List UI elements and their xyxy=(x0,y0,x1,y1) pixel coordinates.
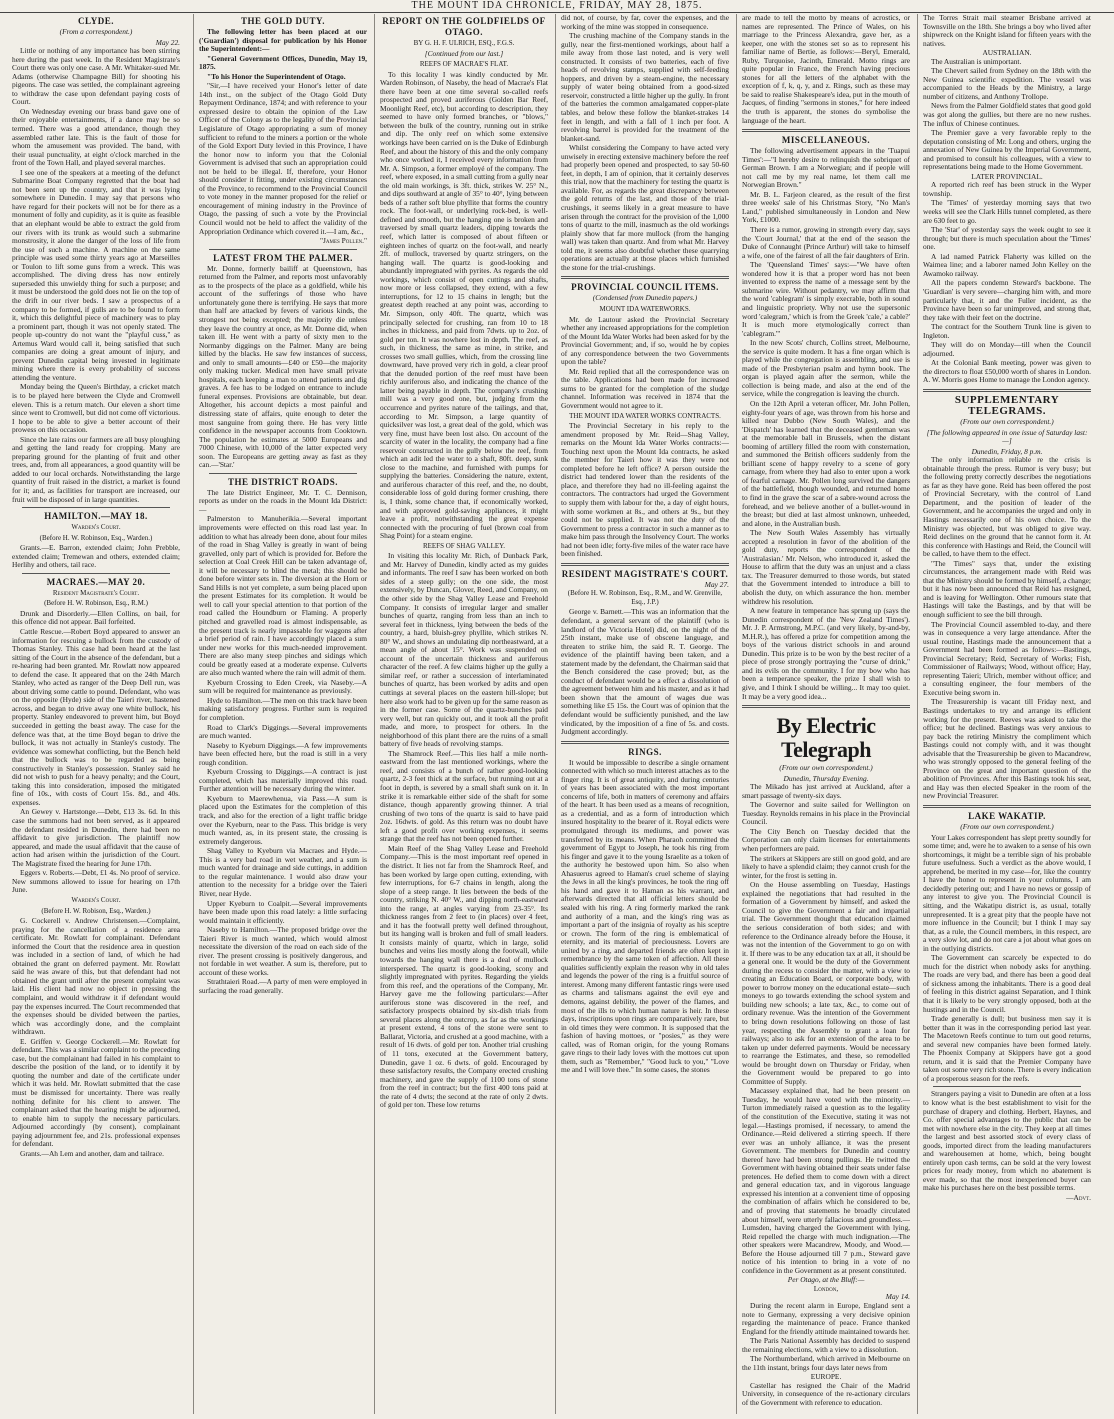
telegraph-paragraph: The Chevert sailed from Sydney on the 18th with the New Guinea scientific expedition. The vessel was accompanied to the Heads by the Ministry, a large number of citizens, and Anthony Trollope. xyxy=(923,66,1091,101)
palmer-heading: LATEST FROM THE PALMER. xyxy=(213,252,353,263)
clyde-heading: CLYDE. xyxy=(78,16,114,26)
palmer-paragraph: Mr. Donne, formerly bailiff at Queenstown, has returned from the Palmer, and reports most unfavorably as to the prospects of the place as a goldfield, while his account of the sufferings of those who have unfortunately gone there is terrifying. He says that more than half are attacked by fevers of various kinds, the strongest not being excepted; the majority die unless they leave the country at once, as Mr. Donne did, when taken ill. He went with a party of sixty men to the Normanby diggings on the Palmer. Many are being killed by the blacks. He saw few instances of success, and only to small amounts—£40 or £50—the majority only making tucker. Medical men have small private hospitals, each keeping a man to attend patients and dig graves. A fee has to be lodged on entrance to include funeral expenses. Provisions are obtainable, but dear. Altogether, his account depicts a most painful and distressing state of affairs, quite enough to deter the most sanguine from going there. He has very little confidence in the newspaper accounts from Cooktown. The population he estimates at 5000 Europeans and 7000 Chinese, with 10,000 of the latter expected very soon. The Europeans are getting away as fast as they can.—'Star.' xyxy=(199,263,367,470)
district-roads-paragraph: Palmerston to Manuherikia.—Several important improvements were effected on this road last year. In addition to what has already been done, about four miles of the road in Shag Valley is greatly in want of being gravelled, only part of which is provided for. Before the selection at Coal Creek Hill can be taken advantage of, it will be necessary to blind the metal; this should be done before winter sets in. The diversion at the Horn or Sand Hills is not yet complete, a sum being placed upon the present Estimates for its completion. It would be well to call your special attention to that portion of the road called the Houndburn or Flaming. A properly pitched and gravelled road is almost indispensable, as the present track is nearly impassable for waggons after a brief period of rain. I have accordingly placed a sum under new works for this much-needed improvement. There are also many steep pinches and sidings which could be greatly eased at a moderate expense. Culverts are also much wanted where the rain will admit of them. xyxy=(199,514,367,678)
telegraph-london: London, xyxy=(813,1283,839,1293)
telegraph-paragraph: During the recent alarm in Europe, England sent a note to Germany, expressing a very decisive opinion regarding the maintenance of peace. France thanked England for the friendly attitude maintained towards her. xyxy=(742,1301,910,1336)
district-roads-paragraph: Shag Valley to Kyeburn via Macraes and Hyde.—This is a very bad road in wet weather, and a sum is much wanted for drainage and side cuttings, in addition to the regular maintenance. I would also draw your attention to the necessity for a bridge over the Taieri River, near Hyde. xyxy=(199,846,367,898)
clyde-paragraph: Monday being the Queen's Birthday, a cricket match is to be played here between the Clyde and Cromwell eleven. This is a return match. Our eleven a short time since went to Cromwell, but did not come off victorious. I hope to be able to give a better account of their prowess on this occasion. xyxy=(12,382,180,435)
divider xyxy=(561,563,729,566)
provincial-council-source: (Condensed from Dunedin papers.) xyxy=(592,293,698,303)
court-before: (Before H. W. Robinson, Esq., R.M.) xyxy=(44,599,148,608)
telegraph-paragraph: The Australian is unimportant. xyxy=(931,56,1022,66)
report-paragraph: Whilst considering the Company to have acted very unwisely in erecting extensive machinery before the reef had properly been opened and prospected, to say 50-60 feet, in depth, I am of opinion, that it certainly deserves this trial, now that the machinery for testing the quartz is available. For, as regards the great discrepancy between the gold returns of the last, and those of the trial-crushings, it seems likely in a great measure to have arisen through the contract for the provision of the 1,000 tons of quartz to the mill, inasmuch as the old workings plainly show that far more mullock (from the hanging wall) was taken than quartz. And from what Mr. Harvey told me, it seems also doubtful whether these quarrying operations are actually at those places which furnished the stone for the trial-crushings. xyxy=(561,143,729,272)
district-roads-paragraph: Kyeburn to Maerewhenua, via Pass.—A sum is placed upon the Estimates for the completion of this track, and also for the erection of a light traffic bridge over the Kyeburn, near to the Pass. This bridge is very much wanted, as, in its present state, the crossing is extremely dangerous. xyxy=(199,793,367,846)
report-continued: [Continued from our last.] xyxy=(424,48,504,58)
misc-paragraph: There is a rumor, growing in strength every day, says the 'Court Journal,' that at the end of the season the Duke of Connaught (Prince Arthur) will take to himself a wife, one of the fairest of all the fair daughters of Erin. xyxy=(742,225,910,260)
hamilton-paragraph: Grants.—E. Barron, extended claim; John Prebble, extended claim; Tremewan and others, extended claim; Herlihy and others, tail race. xyxy=(12,543,180,570)
district-roads-paragraph: Kyeburn Crossing to Eden Creek, via Naseby.—A sum will be required for maintenance as previously. xyxy=(199,677,367,696)
lake-wakatip-heading: LAKE WAKATIP. xyxy=(968,811,1046,822)
district-roads-paragraph: Strathtaieri Road.—A party of men were employed in surfacing the road generally. xyxy=(199,977,367,995)
supplementary-paragraph: The Treasurership is vacant till Friday next, and Bastings undertakes to try and arrange its efficient working for the present. Reeves was asked to take the office; but he declined. Bastings was very anxious to pay back the retiring Ministry the compliment which Bastings could not comply with, and it was thought advisable that the Treasurership be given to Macandrew, who was strongly opposed to the general feeling of the Province on the great and important question of the abolition of Provinces. After this Bastings took his seat, and Hay was then elected Speaker in the room of the new Provincial Treasurer. xyxy=(923,697,1091,801)
gold-duty-heading: THE GOLD DUTY. xyxy=(241,16,325,26)
lake-paragraph: Your Lakes correspondent has slept pretty soundly for some time; and, were he to awaken to a sense of his own shortcomings, it might be a terrible sign of his probable future usefulness. Such a verdict as the above would, I apprehend, be merited in my case—for, like the country I have the honor to represent in your columns, I am decidedly petering out; and I have no news or gossip of any interest to give you. The Provincial Council is sitting, and the Wakatipu district is, as usual, totally unrepresented. It is a great pity that the people have not more influence in the Council; but I think I may say that, as a rule, the Council members, in this respect, are a very slow lot, and do not care a jot about what goes on in the outlying districts. xyxy=(923,832,1091,953)
telegraph-paragraph: The Paris National Assembly has decided to suspend the remaining elections, with a view to a dissolution. xyxy=(742,1336,910,1354)
advertisement-mark: —Advt. xyxy=(1066,1193,1091,1202)
clyde-date: May 22. xyxy=(155,37,180,47)
telegraph-via: Per Otago, at the Bluff:— xyxy=(787,1275,865,1285)
misc-paragraph: On the 12th April a veteran officer, Mr. John Pollen, eighty-four years of age, was thrown from his horse and killed near Dubbo (New South Wales), and the 'Dispatch' has learned that the deceased gentleman was at the memorable ball in Brussels, when the distant booming of artillery filled the room with consternation, and summoned the British officers suddenly from the brilliant scene of happy revelry to a scene of gory carnage, from where they had also to enter upon a work of fearful carnage. Mr. Pollen long survived the dangers of the battlefield, though wounded, and returned home to find in the grave the scar of a sabre-wound across the forehead, and we believe another of a bullet-wound in the breast; but died at last almost unknown, unheeded, and alone, in the Australian bush. xyxy=(742,398,910,528)
column-1 xyxy=(12,14,180,1414)
report-subheading: REEFS OF MACRAE'S FLAT. xyxy=(419,60,509,69)
telegraph-paragraph: The Torres Strait mail steamer Brisbane arrived at Townsville on the 18th. She brings a boy who lived after shipwreck on the Knight island for fifteen years with the natives. xyxy=(923,14,1091,48)
advertisement-paragraph: Strangers paying a visit to Dunedin are often at a loss to know what is the best establishment to visit for the purchase of drapery and clothing. Herbert, Haynes, and Co. offer special advantages to the public that can be met with nowhere else in the city. They keep at all times the largest and best assorted stock of every class of goods, imported direct from the leading manufacturers and warehousemen at home, which, being bought entirely upon cash terms, can be sold at the very lowest prices for ready money, from which no abatement is ever made, so that the most inexperienced buyer can make his purchases here on the best possible terms. xyxy=(923,1089,1091,1193)
telegraph-paragraph: On the House assembling on Tuesday, Hastings explained the negotiations that had resulted in the formation of a Government by himself, and asked the Council to give the Government a fair and impartial trial. The Government thought that education claimed the serious consideration of both sides; and with reference to the Ordinance already before the House, it was not the intention of the Government to go on with it. If there was to be any education tax at all, it should be a general one. It would be the duty of the Government during the recess to consider the matter, with a view to creating an Education Board, or corporate body, with power to borrow money on the educational estate—such moneys to go towards extending the school system and building new schools; a late tax, &c., to come out of ordinary revenue. Was the intention of the Government to bring down resolutions following on those of last year, respecting the Assembly to grant a loan for railways; also to ask for an extension of the area to be taken up under deferred payments. Would be necessary to rearrange the Estimates, and these, so remodelled would be brought down on Thursday or Friday, when the Government would be prepared to go into Committee of Supply. xyxy=(742,880,910,1086)
gold-duty-paragraph: "General Government Offices, Dunedin, May 19, 1875. xyxy=(199,53,367,72)
macraes-paragraph: An Gewey v. Hartstonge.—Debt, £13 3s. 6d. In this case the summons had not been served, as it appeared the defendant resided in Dunedin, there had been no affidavit to give jurisdiction. The plaintiff now appeared, and made the usual affidavit that the cause of action had arisen within the jurisdiction of the Court. The Magistrate fixed the hearing for June 17th. xyxy=(12,807,180,868)
misc-paragraph: The New South Wales Assembly has virtually accepted a resolution in favor of the abolition of the gold duty, reports the correspondent of the 'Australasian.' Mr. Nelson, who introduced it, asked the House to affirm that the duty was an unjust and a class tax. The Treasurer demurred to those words, but stated that the Government intended to introduce a bill to abolish the duty, on which assurance the hon. member withdrew his resolution. xyxy=(742,528,910,606)
clyde-paragraph: I see one of the speakers at a meeting of the defunct Submarine Boat Company regretted that the boat had not been sent up the country, and that it was lying somewhere in Dunedin. I may say that persons who have regard for their pockets will not be for there as a monument of folly and cupidity, as it is quite as feasible that an elephant would be able to extract the gold from our rivers with its trunk as would such a submarine monstrosity, it alone the danger of the loss of life from the use of such a machine. A machine on the same principle was used some thirty years ago at Marseilles or Toulon to lift some guns from a wreck. This was accomplished. The diving dress has now entirely superseded this unwieldy thing for such a purpose; and it must be understood the gold does not lie on the top of the drift in our river beds. I saw a prospectus of a company to be formed, if gulls are to be found to form it, which this delightful piece of machinery was to play a prominent part, though it was not openly stated. The people up-country do not want the "playful cuss," as Artemus Ward would call it, being satisfied that such companies are doing a great amount of injury, and prevent Dunedin capital being invested in legitimate mining where there is every probability of success attending the venture. xyxy=(12,167,180,382)
telegraph-paragraph: The 'Star' of yesterday says the week ought to see it through; but there is much speculation about the 'Times' one. xyxy=(923,225,1091,252)
divider xyxy=(22,573,170,574)
telegraph-paragraph: At the Colonial Bank meeting, power was given to the directors to float £50,000 worth of shares in London. A. W. Morris goes Home to manage the London agency. xyxy=(923,358,1091,385)
provincial-subheading: THE MOUNT IDA WATER WORKS CONTRACTS. xyxy=(569,411,721,420)
rings-paragraph: It would be impossible to describe a single ornament connected with which so much interest attaches as to the finger ring. It is of great antiquity, and during centuries of years has been associated with the most important concerns of life, both in matters of ceremony and affairs of the heart. It has been used as a means of recognition, as a credential, and as a form of introduction which insured hospitality to the bearer of it. Royal edicts were promulgated through its mediums, and power was transferred by its means. When Pharaoh committed the government of Egypt to Joseph, he took his ring from his finger and gave it to the young Israelite as a token of the authority he bestowed upon him. So also when Ahasuerus agreed to Haman's cruel scheme of slaying the Jews in all the king's provinces, he took the ring off his hand and gave it to Haman as his warrant, and afterwards directed that all official letters should be sealed with his ring. A ring formerly marked the rank and authority of a man, and the king's ring was as important a part of the insignia of royalty as his sceptre or crown. The form of the ring is emblematical of eternity, and its material of preciousness. Lovers are united by a ring, and departed friends are often kept in remembrance by the same token of affection. All these qualities sufficiently explain the reason why in old tales and legends the power of the ring is a fruitful source of interest. Among many different fantastic rings were used as charms and talismans against the evil eye and demons, against debility, the power of the flames, and most of the ills to which human nature is heir. In these days, inscriptions upon rings are comparatively rare, but in old times they were common. It is supposed that the fashion of having mottoes, or "posies," as they were called, was of Roman origin, for the young Romans gave rings to their lady loves with the mottoes cut upon them, such as "Remember," "Good luck to you," "Love me and I will love thee." In some cases, the stones xyxy=(561,757,729,1075)
telegraph-paragraph: The Northumberland, which arrived in Melbourne on the 11th instant, brings four days later news from xyxy=(742,1354,910,1372)
rm-court-date: May 27. xyxy=(704,579,729,589)
hamilton-heading: HAMILTON.—MAY 18. xyxy=(44,511,148,522)
miscellaneous-heading: MISCELLANEOUS. xyxy=(781,135,871,146)
district-roads-heading: THE DISTRICT ROADS. xyxy=(227,476,339,487)
gold-duty-signature: "James Pollen." xyxy=(320,236,367,246)
supplementary-paragraph: The Provincial Council assembled to-day, and there was in consequence a very large attendance. After the usual routine, Hastings made the announcement that a Government had been formed as follows:—Bastings, Provincial Secretary; Reid, Secretary of Works; Fish, Commissioner of Railways; Wood, without office; Hay, representing Taieri; Ulrich, member without office; and a consulting engineer, the four members of the Executive being sworn in. xyxy=(923,619,1091,697)
macraes-paragraph: Eggers v. Roberts.—Debt, £1 4s. No proof of service. New summons allowed to issue for hearing on 17th June. xyxy=(12,868,180,895)
gold-duty-paragraph: The following letter has been placed at our ('Guardian') disposal for publication by his Honor the Superintendent:— xyxy=(199,27,367,54)
gold-duty-paragraph: "Sir,—I have received your Honor's letter of date 14th inst., on the subject of the Otago Gold Duty Repayment Ordinance, 1874; and with reference to your expressed desire to obtain the opinion of the Law Officer of the Colony as to the legality of the Provincial Legislature of Otago appropriating a sum of money sufficient to refund to the miners a portion or the whole of the Gold Export Duty levied in this Province, I have the honor now to inform you that the Colonial Government is advised that such an appropriation could not be held to be illegal. If, therefore, your Honor should consider it fitting, under existing circumstances of the Province, to recommend to the Provincial Council to vote money in the manner proposed for the relief or encouragement of mining industry in the Province of Otago, the passing of such a vote by the Provincial Council would not be held to affect the validity of the Appropriation Ordinance which covered it.—I am, &c., xyxy=(199,81,367,236)
rings-heading: RINGS. xyxy=(628,746,662,757)
macraes-paragraph: Drunk and Disorderly.—Ellen Collins, on bail, for this offence did not appear. Bail forfeited. xyxy=(12,608,180,627)
later-provincial-subheading: LATER PROVINCIAL. xyxy=(971,171,1043,181)
lake-wakatip-source: (From our own correspondent.) xyxy=(960,822,1054,832)
divider xyxy=(923,389,1091,392)
macraes-paragraph: Cattle Rescue.—Robert Boyd appeared to answer an information for rescuing a bullock from the custody of Thomas Stanley. This case had been heard at the last sitting of the Court in the absence of the defendant, but a re-hearing had been granted. Mr. Rowlatt now appeared to defend the case. It appeared that on the 24th March Stanley, who acted as ranger of the Deep Dell run, was about driving some cattle to pound. Defendant, who was on the opposite (Hyde) side of the Taieri river, hastened across, and began to drive away one white bullock, his property. Stanley endeavored to prevent him, but Boyd succeeded in getting the beast away. The case for the defence was that, at the time Boyd began to drive the bullock, it was not actually in Stanley's custody. The evidence was somewhat conflicting, but the Bench held that the bullock was to be regarded as being constructively in Stanley's possession. Stanley said he did not wish to push for a heavy penalty; and the Court, taking this into consideration, imposed the mitigated fine of 10s., with costs of Court 15s. 8d., and 40s. expenses. xyxy=(12,627,180,807)
rm-court-before: (Before H. W. Robinson, Esq., R.M., and W. Grenville, Esq., J.P.) xyxy=(567,589,723,606)
column-4 xyxy=(555,14,729,1414)
report-subheading: REEFS OF SHAG VALLEY. xyxy=(422,541,506,550)
rm-court-paragraph: George v. Barnett.—This was an information that the defendant, a general servant of the plaintiff (who is landlord of the Victoria Hotel) did, on the night of the 25th instant, make use of obscene language, and threaten to strike him, the said R. T. George. The evidence of the plaintiff having been taken, and a statement made by the defendant, the Chairman said that the Bench considered the case proved; but, as the conduct of defendant would be a effect a dissolution of the agreement between him and his master, and as it had been shown that the amount of wages due was something like £5 15s. the Court was of opinion that the defendant would be sufficiently punished, and the law vindicated, by the imposition of a fine of 5s. and costs. Judgment accordingly. xyxy=(561,607,729,737)
provincial-paragraph: Mr. de Lautour asked the Provincial Secretary whether any increased appropriations for the completion of the Mount Ida Water Works had been asked for by the Provincial Government; and, if so, would he by copies of any correspondence between the two Governments upon the table? xyxy=(561,314,729,367)
telegraph-paragraph: They will do on Monday—till when the Council adjourned. xyxy=(923,340,1091,358)
report-paragraph: The Shamrock Reef.—This lies half a mile north-eastward from the last mentioned workings, where the reef, and consists of a bunch of rather good-looking quartz, 2-3 feet thick at the surface, but running out at a foot in depth, is severed by a small shaft sunk on it. In strike it is remarkable either side of the shaft for some distance, though apparently growing thinner. A trial crushing of two tons of the quartz is said to have paid 2oz. 16dwts. of gold. As this return was no doubt have left a good profit over working expenses, it seems strange that the reef has not been opened further. xyxy=(380,748,548,844)
telegraph-paragraph: All the papers condemn Steward's backbone. The 'Guardian' is very severe—charging him with, and more particularly that, it and the Fuller incident, as the Province have been so far unimproved, and strong that, they take with their feet on the doctrine. xyxy=(923,278,1091,322)
telegraph-paragraph: The Governor and suite sailed for Wellington on Tuesday. Reynolds remains in his place in the Provincial Council. xyxy=(742,800,910,827)
telegraph-heading: By Electric Telegraph xyxy=(776,713,876,763)
district-roads-paragraph: Hyde to Hamilton.—The men on this track have been making satisfactory progress. Further sum is required for completion. xyxy=(199,695,367,723)
misc-paragraph: The 'Queensland Times' says:—"We have often wondered how it is that a proper word has not been invented to express the name of a message sent by the submarine wire. Without pedantry, we may affirm that the word 'cablegram' is simply execrable, both in sound and linguistic propriety. Why not use the supersonic word 'calegram,' which is from the Greek 'cale,' a cable?' It is much more etymologically correct than 'cablegram.'" xyxy=(742,260,910,338)
telegraph-source: (From our own correspondent.) xyxy=(779,763,873,773)
telegraph-paragraph: News from the Palmer Goldfield states that good gold was got along the gullies, but there are no new rushes. The influx of Chinese continues. xyxy=(923,101,1091,128)
supplementary-paragraph: "The Times" says that, under the existing circumstances, the arrangement made with Reid was that the Ministry should be formed by himself, a change; but it has now been announced that Reid has resigned, and is leaving for Wellington. Other rumours state that Hastings will take the Bastings, and by that will be enough sufficient to see the bill through. xyxy=(923,558,1091,619)
telegraph-date: May 14. xyxy=(885,1292,910,1302)
macraes-paragraph: Grants.—Ah Lem and another, dam and tailrace. xyxy=(20,1148,164,1158)
court-before: (Before H. W. Robison, Esq., Warden.) xyxy=(41,906,151,915)
telegraph-europe: EUROPE. xyxy=(810,1372,842,1382)
telegraph-paragraph: The contract for the Southern Trunk line is given to Ingleton. xyxy=(923,322,1091,340)
supplementary-heading: SUPPLEMENTARY TELEGRAMS. xyxy=(954,393,1060,417)
misc-paragraph: The following advertisement appears in the 'Tuapui Times':—"I hereby desire to relinquish the sobriquet of German Brown. I am a Norwegian; and if people will not call me by my real name, let them call me Norwegian Brown." xyxy=(742,146,910,190)
supplementary-paragraph: The only information reliable re the crisis is obtainable through the press. Rumor is very busy; but the following pretty correctly describes the negotiations as far as they have gone. Reid has been offered the post of Provincial Secretary, with the control of Land Department, and the position of leader of the Government, and he accompanies the urged and only in Hastings necessarily one of his own choice. To the Ministry was objected, but was obliged to give way. Reid declines on the ground that he cannot form it. At this conference with Hastings and Reid, the Council will be called, to have them to the effect. xyxy=(923,455,1091,559)
divider xyxy=(209,249,357,250)
telegraph-paragraph: A lad named Patrick Flaherty was killed on the Waimea line; and a laborer named John Kelley on the Awamoko railway. xyxy=(923,251,1091,278)
divider xyxy=(742,129,910,132)
australian-subheading: AUSTRALIAN. xyxy=(982,48,1032,58)
column-6 xyxy=(917,14,1091,1414)
divider xyxy=(923,805,1091,808)
court-heading: Resident Magistrate's Court. xyxy=(52,588,140,597)
provincial-council-heading: PROVINCIAL COUNCIL ITEMS. xyxy=(571,282,719,293)
divider xyxy=(22,507,170,508)
provincial-paragraph: The Provincial Secretary in his reply to the amendment proposed by Mr. Reid—Shag Valley, remarks on the Mount Ida Water Works contracts:—Touching next upon the Mount Ida contracts, he asked the member for Taieri how it was they were not completed before he left office? A person outside the district had tendered lower than the residents of the place, and therefore they had no ill-feeling against the contractors. The contractors had urged the Government to supply them with labour for the, a day of eight hours, with some workmen at 8s., and others at 9s., but they could not be supplied. It was not the duty of the Government to press a contractor in such a manner as to make him pass through the Insolvency Court. The works had not been idle; forty-five miles of the water race have been finished. xyxy=(561,421,729,559)
supplementary-dateline: Dunedin, Friday, 8 p.m. xyxy=(971,446,1043,456)
court-heading: Warden's Court. xyxy=(71,895,121,904)
macraes-paragraph: G. Cockerell v. Andrew Christensen.—Complaint, praying for the cancellation of a residence area certificate. Mr. Rowlatt for complainant. Defendant informed the Court that the residence area in question was included in a section of land, of which he had obtained the grant on deferred payment. Mr. Rowlatt said he was aware of this, but that defendant had not obtained the grant until after the present complaint was laid. His client had now no object in pressing the complaint, and would withdraw it if defendant would pay the expenses incurred. The Court recommended that the expenses should be divided between the parties, which was accordingly done, and the complaint withdrawn. xyxy=(12,916,180,1037)
district-roads-paragraph: Naseby to Hamilton.—The proposed bridge over the Taieri River is much wanted, which would almost necessitate the diversion of the road on each side of the river. The present crossing is positively dangerous, and not fordable in wet weather. A sum is, therefore, put to account of these works. xyxy=(199,925,367,977)
telegraph-paragraph: The Mikado has just arrived at Auckland, after a smart passage of twenty-six days. xyxy=(742,782,910,800)
provincial-paragraph: Mr. Reid replied that all the correspondence was on the table. Applications had been made for increased sums to be granted for the completion of the sludge channel. Information was received in 1874 that the Government would not agree to it. xyxy=(561,366,729,410)
court-heading: Warden's Court. xyxy=(71,523,121,532)
column-2 xyxy=(193,14,367,1414)
misc-paragraph: A new feature in temperance has sprung up (says the Dunedin correspondent of the 'New Zealand Times'). Mr. J. P. Armstrong, M.P.C. (and very likely, by-and-by, M.H.R.), has offered a prize for competition among the boys of the various district schools in and around Dunedin. This prize is to be won by the best reciter of a piece of prose strongly portraying the "curse of drink," and its evils on the community. I for my bow who has been a temperance speaker, the prize I shall wish to give, and I think I should be willing... It may too quiet. It may be a very good idea... xyxy=(742,606,910,701)
report-paragraph: The crushing machine of the Company stands in the gully, near the first-mentioned workings, about half a mile away from those last noted, and is very well constructed. It consists of two batteries, each of five heads of revolving stamps, supplied with self-feeding hoppers, and driven by a steam-engine, the necessary supply of water being obtained from a good-sized reservoir, constructed a little higher up the gully. In front of the batteries the common amalgamated copper-plate tables, and below these follow the blanket-strakes 14 feet in length, and with a fall of 1 inch per foot. A revolving barrel is provided for the treatment of the blanket-sand. xyxy=(561,31,729,143)
rm-court-heading: RESIDENT MAGISTRATE'S COURT. xyxy=(561,568,729,579)
district-roads-paragraph: Naseby to Kyeburn Diggings.—A few improvements have been effected here, but the road is still in a very rough condition. xyxy=(199,740,367,767)
telegraph-paragraph: A reported rich reef has been struck in the Wyper township. xyxy=(923,180,1091,198)
report-byline: BY G. H. F. ULRICH, ESQ., F.G.S. xyxy=(413,39,515,47)
clyde-paragraph: Since the late rains our farmers are all busy ploughing and getting the land ready for cropping. Many are preparing ground for the planting of fruit and other trees, and, from all appearances, a good quantity will be added to our local orchards. Notwithstanding the large quantity of fruit raised in the district, a market is found for it; and, as facilities for transport are increased, our fruit will be disposed of in large quantities. xyxy=(12,434,180,504)
clyde-paragraph: On Wednesday evening our brass band gave one of their enjoyable entertainments, if a dance may be so termed. There was a good attendance, though they assembled rather late. This is the fault of those for whom the amusement was provided. The band, with their usual punctuality, at eight o'clock marched in the front of the Town Hall, and played several marches. xyxy=(12,106,180,168)
telegraph-paragraph: The strikers at Skippers are still on good gold, and are likely to have a splendid claim; they cannot crush for the winter, for the frost is setting in. xyxy=(742,853,910,880)
telegraph-paragraph: The Premier gave a very favorable reply to the deputation consisting of Mr. Long and others, urging the annexation of New Guinea by the Imperial Government, and promised to consult his colleagues, with a view to representations being made to the Home Government. xyxy=(923,128,1091,172)
district-roads-paragraph: Road to Clark's Diggings.—Several improvements are much wanted. xyxy=(199,722,367,741)
telegraph-paragraph: The 'Times' of yesterday morning says that two weeks will see the Clark Hills tunnel completed, as there are 630 feet to go. xyxy=(923,198,1091,225)
provincial-subheading: MOUNT IDA WATERWORKS. xyxy=(599,304,691,313)
lake-paragraph: The Government can scarcely be expected to do much for the district when nobody asks for anything. The roads are very bad, and there has been a good deal of sickness among the inhabitants. There is a good deal of feeling in this district against Separation, and I think that it is likely to be very strongly opposed, both at the hustings and in the Council. xyxy=(923,953,1091,1014)
telegraph-dateline: Dunedin, Thursday Evening. xyxy=(783,773,869,783)
report-paragraph: Main Reef of the Shag Valley Lease and Freehold Company.—This is the most important reef opened in the district. It lies not far from the Shamrock Reef, and has been worked by large open cutting, extending, with few interruptions, for 6-7 chains in length, along the slope of a steep range. It lies between the beds of the country, striking N. 40° W., and dipping north-eastward into the range, at angles varying from 23-35°. Its thickness ranges from 2 feet to (in places) over 4 feet, and it has the footwall pretty well defined throughout, but its hanging wall is broken and full of small leaders. It consists mainly of quartz, which in large, solid bunches and veins lies mostly along the footwall, while towards the hanging wall there is a deal of mullock interspersed. The quartz is good-looking, scony and slightly impregnated with pyrites. Regarding the yields from this reef, and the operations of the Company, Mr. Harvey gave me the following particulars:—After auriferous stone was discovered in the reef, and satisfactory prospects obtained by six-dish trials from several places along the outcrop, as far as the workings at present extend, 4 tons of the stone were sent to Ballarat, Victoria, and crushed at a good machine, with a result of 16 dwts. of gold per ton. Another trial crushing of 11 tons, executed at the Government battery, Dunedin, gave 1 oz. 6 dwts. of gold. Encouraged by these satisfactory results, the Company erected crushing machinery, and gave the supply of 1100 tons of stone from the reef in contract; but the first 400 tons paid at the rate of 4 dwts; the second at the rate of only 2 dwts. of gold per ton. These low returns xyxy=(380,843,548,1110)
clyde-source: (From a correspondent.) xyxy=(59,27,133,36)
divider xyxy=(209,473,357,474)
divider xyxy=(561,276,729,279)
macraes-heading: MACRAES.—MAY 20. xyxy=(46,576,146,587)
macraes-paragraph: E. Griffen v. George Cockerell.—Mr. Rowlatt for defendant. This was a similar complaint to the preceding case, but the complainant had failed in his complaint to describe the position of the land, or to identify it by quoting the number and date of the certificate under which it was held. Mr. Rowlatt submitted that the case must be dismissed for uncertainty. There was really nothing definite for his client to answer. The complainant asked that the hearing might be adjourned, to enable him to supply the necessary particulars. Adjourned accordingly (by consent), complainant paying adjournment fee, and 21s. professional expenses for defendant. xyxy=(12,1036,180,1149)
rings-paragraph: are made to tell the motto by means of acrostics, or names are represented. The Prince of Wales, on his marriage to the Princess Alexandra, gave her, as a keeper, one with the stones set so as to represent his familiar name of Bertie, as follows:—Beryl, Emerald, Ruby, Turquoise, Jacinth, Emerald. Motto rings are quite popular in France, the French having precious stones for all the letters of the alphabet with the exception of f, k, q, y, and z. Rings, such as these may be said to realise Shakespeare's idea, put in the mouth of Jacques, of finding "sermons in stones," for here indeed the truth is apparent, the stones do symbolise the language of the heart. xyxy=(742,14,910,125)
supplementary-note: [The following appeared in one issue of Saturday last:—] xyxy=(926,427,1088,446)
misc-paragraph: In the new Scots' church, Collins street, Melbourne, the service is quite modern. It has a fine organ which is played while the congregation is assembling, and use is made of the Presbyterian psalm and hymn book. The organ is played again after the sermon, while the collection is being made, and also at the end of the service, while the congregation is leaving the church. xyxy=(742,338,910,399)
column-5 xyxy=(736,14,910,1414)
column-3 xyxy=(374,14,548,1414)
lake-paragraph: Trade generally is dull; but business men say it is better than it was in the corresponding period last year. The Macetown Reefs continue to turn out good returns, and several new companies have been formed lately. The Phoenix Company at Skippers have got a good return, and it is said that the Premier Company have taken out some very rich stone. There is every indication of a prosperous season for the reefs. xyxy=(923,1014,1091,1083)
report-paragraph: did not, of course, by far, cover the expenses, and the working of the mine was stopped in consequence. xyxy=(561,14,729,31)
report-paragraph: To this locality I was kindly conducted by Mr. Warden Robinson, of Naseby, the head of Macrae's Flat there have been at one time several so-called reefs prospected and proved auriferous (Golden Bar Reef, Moonlight Reef, etc), but according to description, they seemed to have only formed branches, or "blows," between the bulk of the country, running out in strike and dip. The only reef on which some extensive workings have been carried on is the Duke of Edinburgh Reef, and about the history of this and the only company who once worked it, I received every information from Mr. A. Simpson, a former employé of the company. The reef, where exposed, in a small cutting from a gully near the old main workings, is 3ft. thick, strikes W. 25° N., and dips southward at angle of 35° to 40°, lying between beds of a rather soft blue phyllite that forms the country rock. The foot-wall, or underlying rock-bed, is well-defined and smooth, but the hanging one is broken and traversed by small quartz leaders, dipping towards the reef, which latter is composed of about fifteen or eighteen inches of quartz on the foot-wall, and nearly 2ft. of mullock, traversed by quartz stringers, on the hanging wall. The quartz is good-looking and abundantly impregnated with pyrites. As regards the old workings, which consist of open cuttings and shafts, now more or less collapsed, they extend, with a few interruptions, for 12 to 15 chains in length; but the greatest depth reached at any point was, according to Mr. Simpson, only 40ft. The quartz, which was principally selected for crushing, ran from 10 to 18 inches in thickness, and paid from 7dwts. up to 2oz. of gold per ton. It was nowhere lost in depth. The reef, as such, in thickness, the same as mine, in strike, and crosses two small gullies, which, from the crossing line downward, have proved very rich in gold, a clear proof that the denuded portion of the reef must have been richly auriferous also, and indicating the chance of the latter being payable in depth. The company's crushing mill was a very good one, but, judging from the occurrence and pyrites nature of the tailings, and that, according to Mr. Simpson, a large quantity of quicksilver was lost, a great deal of the gold, which was very fine, must have been lost also. On account of the scarcity of water in the locality, the company had a fine reservoir constructed in the gully below the reef, from which an adit led the water to a shaft, 80ft. deep, sunk close to the machine, and furnished with pumps for supplying the batteries. Considering the nature, extent, and auriferous character of this reef, and the, no doubt, considerable loss of gold during former crushing, there is, I think, some chance that, if economically worked, and with approved gold-saving appliances, it might leave a profit, notwithstanding the great expense connected with the procuring of fuel (brown coal from Shag Point) for a steam engine. xyxy=(380,69,548,541)
report-heading: REPORT ON THE GOLDFIELDS OF OTAGO. xyxy=(382,16,546,37)
telegraph-paragraph: Castellar has resigned the Chair of the Madrid University, in consequence of the re-actionary circulars of the Government with reference to education. xyxy=(742,1380,910,1408)
clyde-paragraph: Little or nothing of any importance has been stirring here during the past week. In the Resident Magistrate's Court there was only one case. A Mr. Whitaker-sued Mr. Adams (otherwise Champagne Bill) for shooting his pigeons. The case was settled, the complainant agreeing to withdraw the case upon defendant paying costs of Court. xyxy=(12,46,180,107)
district-roads-paragraph: Kyeburn Crossing to Diggings.—A contract is just completed, which has materially improved this road. Further attention will be necessary during the winter. xyxy=(199,767,367,794)
court-before: (Before H. W. Robinson, Esq., Warden.) xyxy=(39,533,153,542)
telegraph-paragraph: Macassey explained that, had he been present on Tuesday, he would have voted with the minority.—Turton immediately raised a question as to the legality of the constitution of the Executive, stating it was not legal.—Hastings promised, if necessary, to amend the Ordinance.—Reid delivered a stirring speech. If there ever was an unholy alliance, it was the present Government. The members for Dunedin and country thereof have had been strong pullings. He twitted the Government with having obtained their seats under false pretences. He defied them to come down with a direct and general education tax, and in vigorous language expressed his intention at a convenient time of opposing the combination of affairs which he considered to be, and of proving that statements he broadly circulated about himself, were utterly fallacious and groundless.—Lumsden, having charged the Government with lying, Reid repelled the charge with much indignation.—The other speakers were Macandrew, Moody, and Wood.—Before the House adjourned till 7 p.m., Steward gave notice of his intention to bring in a vote of no confidence in the Government as at present constituted. xyxy=(742,1086,910,1275)
telegraph-paragraph: The City Bench on Tuesday decided that the Corporation can only claim licenses for entertainments when performers are paid. xyxy=(742,826,910,854)
district-roads-paragraph: Upper Kyeburn to Coalpit.—Several improvements have been made upon this road lately: a little surfacing would maintain it efficiently. xyxy=(199,898,367,925)
divider xyxy=(933,1086,1081,1087)
divider xyxy=(742,705,910,708)
supplementary-source: (From our own correspondent.) xyxy=(960,416,1054,426)
gold-duty-paragraph: "To his Honor the Superintendent of Otago. xyxy=(207,71,346,81)
report-paragraph: In visiting this locality Mr. Rich, of Dunback Park, and Mr. Harvey of Dunedin, kindly acted as my guides and informants. The reef I saw has been worked on both sides of a steep gully; on the one side, the most extensively, by Duncan, Glover, Reed, and Company, on the other side by the Shag Valley Lease and Freehold Company. It consists of irregular larger and smaller bunches of quartz, ranging from less than an inch to several feet in thickness, lying between the beds of the country, a hard, bluish-grey phyllite, which strikes N. 80° W., and shows an undulating dip northeastward, at a mean angle of about 15°. Work was suspended on account of the uncertain thickness and auriferous character of the reef. A few claims higher up the gully a similar reef, or rather a succession of interlaminated bunches of quartz, has been worked by adits and open cuttings at several places on the eastern hill-slope; but here also work had to be given up for the same reason as in the former case. Some of the quartz-bunches paid very well, but ran quickly out, and it took all the profit made, and more, to prospect for others. In the neighborhood of this plant there are the ruins of a small battery of five heads of revolving stamps. xyxy=(380,551,548,749)
district-roads-paragraph: The late District Engineer, Mr. T. C. Dennison, reports as under on the roads in the Mount Ida District:— xyxy=(199,487,367,514)
page-masthead: THE MOUNT IDA CHRONICLE, FRIDAY, MAY 28, 1875. xyxy=(0,0,1114,13)
divider xyxy=(561,741,729,744)
misc-paragraph: Mr. B. L. Farjeon cleared, as the result of the first three weeks' sale of his Christmas Story, "No Man's Land," published simultaneously in London and New York, £1000. xyxy=(742,189,910,225)
